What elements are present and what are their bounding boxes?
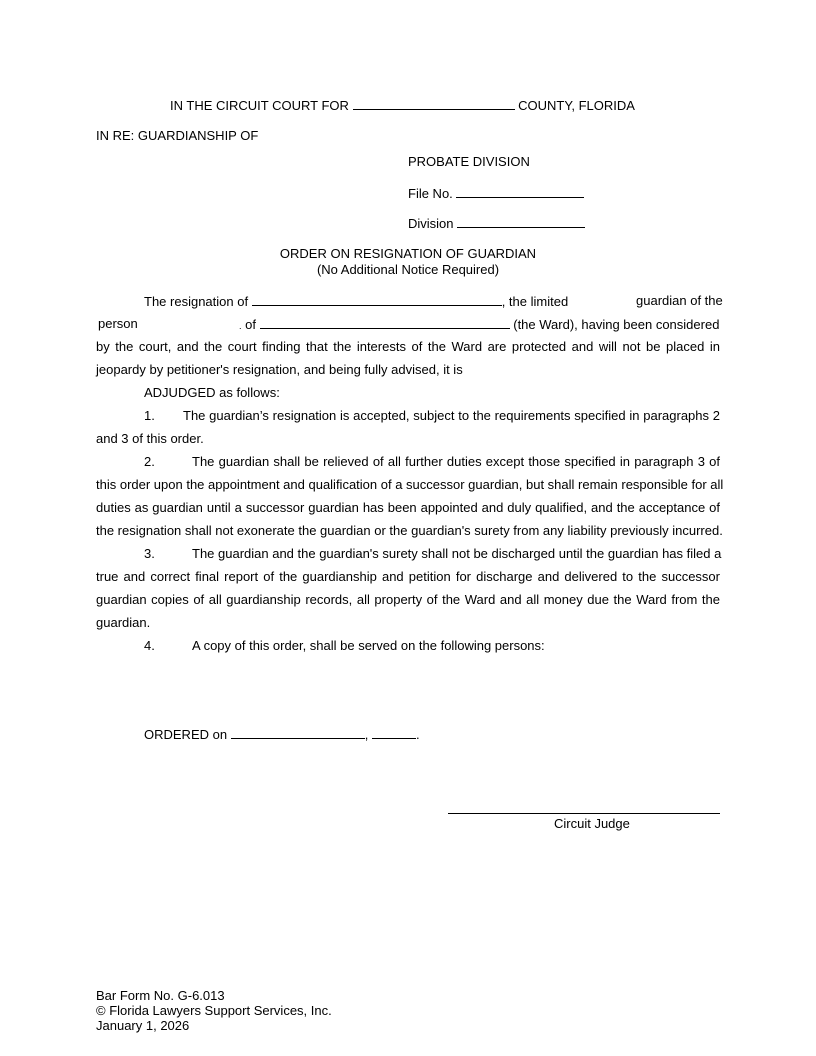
division-blank[interactable] bbox=[457, 215, 585, 228]
order-date-blank[interactable] bbox=[231, 726, 365, 739]
in-re-heading: IN RE: GUARDIANSHIP OF bbox=[96, 128, 259, 143]
document-title: ORDER ON RESIGNATION OF GUARDIAN bbox=[279, 246, 537, 261]
paragraph-3-number: 3. bbox=[144, 546, 155, 561]
paragraph-2-number: 2. bbox=[144, 454, 155, 469]
county-blank[interactable] bbox=[353, 97, 515, 110]
paragraph-2-line-4: the resignation shall not exonerate the guardian or the guardian's surety from any liability previously incurred. bbox=[96, 523, 723, 538]
file-no-label: File No. bbox=[408, 186, 453, 201]
ordered-period: . bbox=[415, 727, 420, 742]
intro-line-4: jeopardy by petitioner's resignation, and being fully advised, it is bbox=[96, 362, 463, 377]
paragraph-3-line-1 bbox=[96, 546, 720, 562]
bar-form-number: Bar Form No. G-6.013 bbox=[96, 988, 225, 1003]
order-year-blank[interactable] bbox=[372, 726, 416, 739]
paragraph-4-line-1 bbox=[144, 638, 545, 654]
paragraph-1-number: 1. bbox=[144, 408, 155, 423]
ordered-comma: , bbox=[364, 727, 369, 742]
limited-word: limited bbox=[530, 294, 569, 309]
paragraph-2-text: The guardian shall be relieved of all further duties except those specified in paragraph 3 of bbox=[192, 454, 720, 469]
division-label: Division bbox=[408, 216, 454, 231]
intro-the-ward: (the Ward), having been considered bbox=[513, 317, 720, 332]
paragraph-3-line-2: true and correct final report of the guardianship and petition for discharge and delivered to the successor bbox=[96, 569, 720, 584]
intro-line-3: by the court, and the court finding that the interests of the Ward are protected and will not be placed in bbox=[96, 339, 720, 354]
court-suffix: COUNTY, FLORIDA bbox=[518, 98, 635, 113]
file-no-field bbox=[408, 185, 584, 202]
paragraph-2-line-2: this order upon the appointment and qualification of a successor guardian, but shall remain responsible for all bbox=[96, 477, 724, 492]
intro-resignation-of: The resignation of bbox=[144, 294, 249, 309]
file-no-blank[interactable] bbox=[456, 185, 584, 198]
probate-division: PROBATE DIVISION bbox=[408, 154, 530, 169]
court-heading bbox=[170, 97, 635, 114]
paragraph-4-text: A copy of this order, shall be served on the following persons: bbox=[192, 638, 545, 653]
paragraph-1-text: The guardian’s resignation is accepted, subject to the requirements specified in paragraphs 2 bbox=[183, 408, 720, 423]
copyright-line: © Florida Lawyers Support Services, Inc. bbox=[96, 1003, 332, 1018]
intro-guardian-of-the: guardian of the bbox=[636, 293, 723, 308]
paragraph-1-line-1 bbox=[96, 408, 720, 424]
paragraph-3-text: The guardian and the guardian's surety shall not be discharged until the guardian has filed a bbox=[192, 546, 722, 561]
intro-of: of bbox=[245, 317, 256, 332]
paragraph-2-line-3: duties as guardian until a successor guardian has been appointed and duly qualified, and the acceptance of bbox=[96, 500, 720, 515]
intro-line-2: . of (the Ward), having been considered bbox=[239, 317, 720, 332]
paragraph-1-line-2: and 3 of this order. bbox=[96, 431, 204, 446]
form-footer bbox=[96, 988, 332, 1033]
document-subtitle: (No Additional Notice Required) bbox=[316, 262, 500, 277]
paragraph-3-line-3: guardian copies of all guardianship records, all property of the Ward and all money due the Ward from the bbox=[96, 592, 720, 607]
ordered-on-label: ORDERED on bbox=[144, 727, 228, 742]
intro-person: person bbox=[98, 316, 138, 331]
paragraph-4-number: 4. bbox=[144, 638, 155, 653]
ordered-on-line bbox=[144, 726, 420, 743]
guardian-name-blank[interactable] bbox=[252, 293, 502, 306]
paragraph-2-line-1 bbox=[96, 454, 720, 470]
paragraph-3-line-4: guardian. bbox=[96, 615, 151, 630]
ward-name-blank[interactable] bbox=[260, 316, 510, 329]
intro-the: , the bbox=[501, 294, 527, 309]
court-prefix: IN THE CIRCUIT COURT FOR bbox=[170, 98, 349, 113]
intro-line-1 bbox=[144, 293, 568, 310]
adjudged-heading: ADJUDGED as follows: bbox=[144, 385, 280, 400]
division-field bbox=[408, 215, 585, 232]
form-date: January 1, 2026 bbox=[96, 1018, 190, 1033]
judge-signature-line[interactable] bbox=[448, 813, 720, 814]
circuit-judge-label: Circuit Judge bbox=[554, 816, 630, 831]
